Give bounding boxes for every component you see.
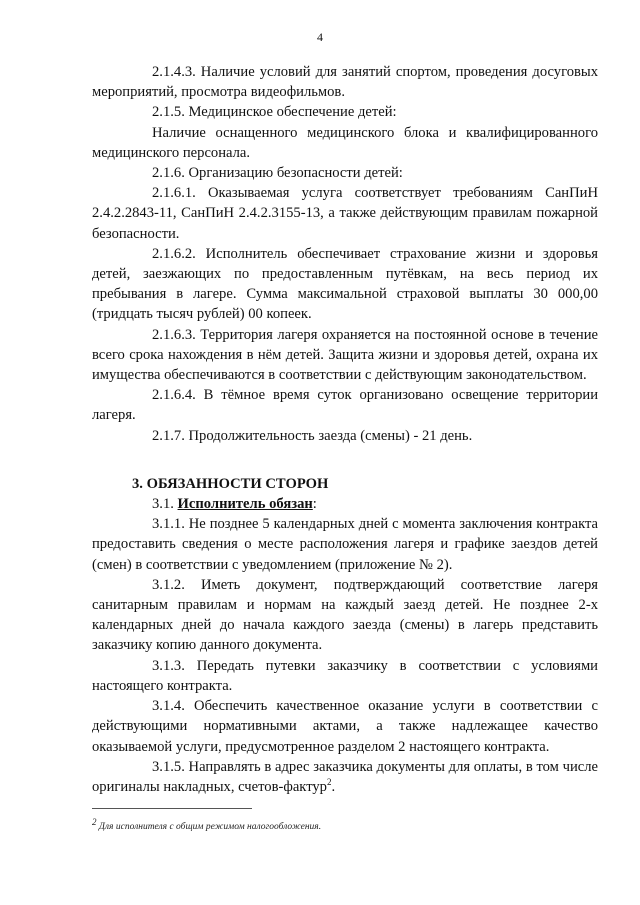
paragraph-2-1-6-4: 2.1.6.4. В тёмное время суток организовано освещение территории лагеря.	[92, 387, 598, 424]
paragraph-3-1-number: 3.1.	[152, 496, 174, 513]
paragraph-3-1-3: 3.1.3. Передать путевки заказчику в соответствии с условиями настоящего контракта.	[92, 657, 598, 694]
paragraph-3-1-2: 3.1.2. Иметь документ, подтверждающий соответствие лагеря санитарным правилам и нормам на каждый заезд детей. Не позднее 2-х календарных дней до начала каждого заезда (смены) в лагерь представить заказчику копию данного документа.	[92, 576, 598, 654]
paragraph-2-1-5: 2.1.5. Медицинское обеспечение детей:	[152, 104, 397, 121]
paragraph-3-1-5	[92, 757, 598, 797]
paragraph-2-1-4-3: 2.1.4.3. Наличие условий для занятий спортом, проведения досуговых мероприятий, просмотра видеофильмов.	[92, 64, 598, 101]
paragraph-2-1-7: 2.1.7. Продолжительность заезда (смены) - 21 день.	[152, 427, 473, 444]
paragraph-3-1-title: Исполнитель обязан	[177, 496, 313, 513]
footnote-text: Для исполнителя с общим режимом налогообложения.	[96, 822, 322, 833]
footnote	[92, 817, 322, 833]
page-number: 4	[317, 30, 323, 44]
paragraph-2-1-6-1: 2.1.6.1. Оказываемая услуга соответствует требованиям СанПиН 2.4.2.2843-11, СанПиН 2.4.2.3155-13, а также действующим правилам пожарной безопасности.	[92, 185, 598, 242]
paragraph-2-1-6-3: 2.1.6.3. Территория лагеря охраняется на постоянной основе в течение всего срока нахождения в нём детей. Защита жизни и здоровья детей, охрана их имущества обеспечиваются в соответствии с действующим законодательством.	[92, 326, 598, 384]
section-3-heading: 3. ОБЯЗАННОСТИ СТОРОН	[132, 475, 329, 492]
footnote-marker: 2	[92, 817, 97, 827]
paragraph-3-1	[92, 494, 598, 514]
document-body	[92, 62, 598, 797]
footnote-separator	[92, 808, 252, 809]
paragraph-3-1-5-end: .	[331, 778, 336, 795]
paragraph-3-1-5-text: 3.1.5. Направлять в адрес заказчика документы для оплаты, в том числе оригиналы накладных, счетов-фактур	[92, 758, 598, 795]
paragraph-3-1-1: 3.1.1. Не позднее 5 календарных дней с момента заключения контракта предоставить сведения о месте расположения лагеря и графике заездов детей (смен) в соответствии с уведомлением (приложение № 2).	[92, 516, 598, 573]
paragraph-2-1-6-2: 2.1.6.2. Исполнитель обеспечивает страхование жизни и здоровья детей, заезжающих по предоставленным путёвкам, на весь период их пребывания в лагере. Сумма максимальной страховой выплаты 30 000,00 (тридцать тысяч рублей) 00 копеек.	[92, 245, 598, 323]
paragraph-2-1-5-text: Наличие оснащенного медицинского блока и квалифицированного медицинского персонала.	[92, 124, 598, 161]
paragraph-2-1-6: 2.1.6. Организацию безопасности детей:	[152, 165, 403, 182]
footnote-reference: 2	[326, 777, 332, 788]
paragraph-3-1-4: 3.1.4. Обеспечить качественное оказание услуги в соответствии с действующими нормативными актами, а также надлежащее качество оказываемой услуги, предусмотренное разделом 2 настоящего контракта.	[92, 698, 598, 755]
paragraph-3-1-colon: :	[312, 496, 317, 513]
